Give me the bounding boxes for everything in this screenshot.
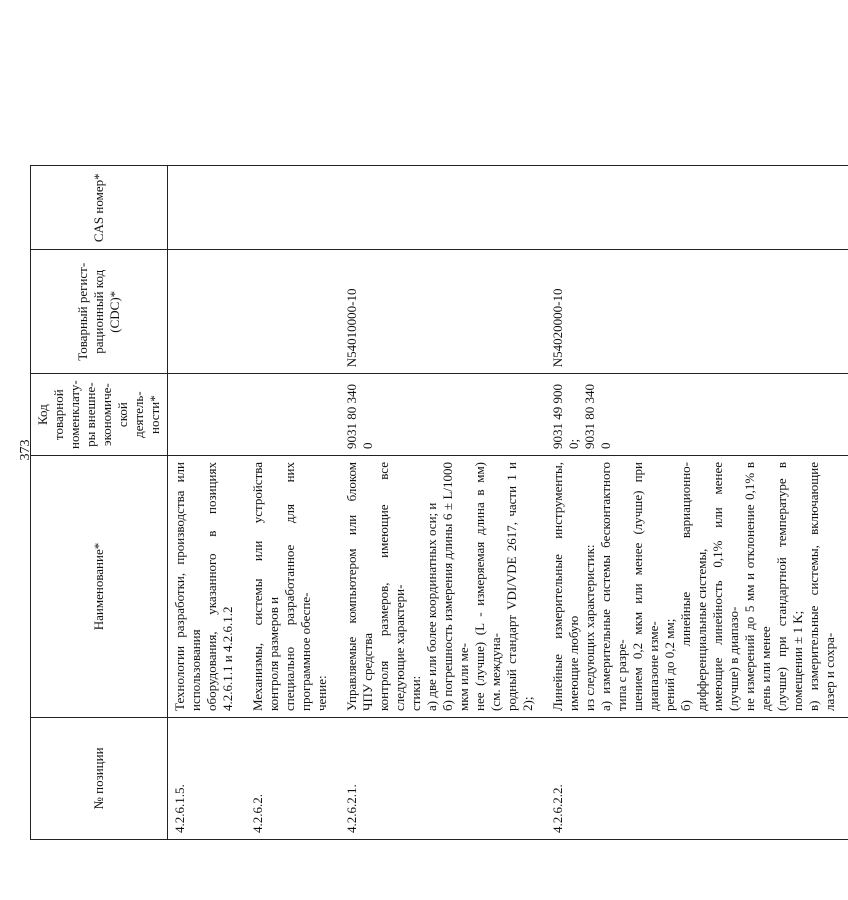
foreign-trade-code: 9031 49 900 0; 9031 80 340 0: [546, 374, 848, 456]
item-name-line: из следующих характеристик:: [582, 544, 597, 711]
cdc-code: N54020000-10: [546, 250, 848, 374]
cas-number: [168, 166, 247, 250]
header-cdc: Товарный регист-рационный код (CDC)*: [31, 250, 168, 374]
cas-number: [246, 166, 340, 250]
position-number: 4.2.6.2.: [246, 718, 340, 840]
positions-table: [30, 165, 848, 840]
cas-number: [546, 166, 848, 250]
item-name-line: а) измерительные системы бесконтактного типа с разре-: [598, 462, 629, 711]
item-name-line: б) погрешность измерения длины 6 ± L/1000 мкм или ме-: [440, 462, 471, 711]
item-name-line: б) линейные вариационно-дифференциальные системы,: [678, 462, 709, 711]
item-name-line: Управляемые компьютером или блоком ЧПУ средства: [344, 462, 375, 711]
foreign-trade-code: [168, 374, 247, 456]
item-name: [246, 456, 340, 718]
table-row: [168, 166, 247, 840]
cdc-code: [246, 250, 340, 374]
item-name-line: а) две или более координатных оси; и: [424, 502, 439, 711]
item-name-line: специально разработанное для них программное обеспе-: [282, 462, 313, 711]
item-name: [168, 456, 247, 718]
foreign-trade-code: [246, 374, 340, 456]
page-number: 373: [18, 439, 33, 461]
table-row: [340, 166, 546, 840]
cdc-code: N54010000-10: [340, 250, 546, 374]
item-name-line: (лучше) при стандартной температуре в помещении ± 1 K;: [774, 462, 805, 711]
table-row: [546, 166, 848, 840]
position-number: 4.2.6.1.5.: [168, 718, 247, 840]
item-name-line: рений до 0,2 мм;: [662, 618, 677, 711]
header-cas: CAS номер*: [31, 166, 168, 250]
table-header-row: [31, 166, 168, 840]
item-name-line: в) измерительные системы, включающие лазер и сохра-: [806, 462, 837, 711]
item-name-line: не измерений до 5 мм и отклонение 0,1% в день или менее: [742, 462, 773, 711]
header-position: № позиции: [31, 718, 168, 840]
item-name-line: Линейные измерительные инструменты, имеющие любую: [550, 462, 581, 711]
table-row: [246, 166, 340, 840]
position-number: 4.2.6.2.2.: [546, 718, 848, 840]
cas-number: [340, 166, 546, 250]
item-name: [546, 456, 848, 718]
header-name: Наименование*: [31, 456, 168, 718]
item-name-line: шением 0,2 мкм или менее (лучше) при диапазоне изме-: [630, 462, 661, 711]
foreign-trade-code: 9031 80 340 0: [340, 374, 546, 456]
item-name-line: Механизмы, системы или устройства контроля размеров и: [250, 462, 281, 711]
item-name-line: Технологии разработки, производства или использования: [172, 462, 203, 711]
position-number: 4.2.6.2.1.: [340, 718, 546, 840]
table-body: [168, 166, 848, 840]
cdc-code: [168, 250, 247, 374]
item-name-line: контроля размеров, имеющие все следующие характери-: [376, 462, 407, 711]
item-name: [340, 456, 546, 718]
item-name-line: родный стандарт VDI/VDE 2617, части 1 и 2);: [504, 462, 535, 711]
item-name-line: имеющие линейность 0,1% или менее (лучше) в диапазо-: [710, 462, 741, 711]
item-name-line: оборудования, указанного в позициях 4.2.6.1.1 и 4.2.6.1.2: [204, 462, 235, 711]
item-name-line: чение:: [314, 675, 329, 711]
header-code: Код товарной номенклату-ры внешне-экономиче-ской деятель-ности*: [31, 374, 168, 456]
item-name-line: нее (лучше) (L - измеряемая длина в мм) (см. междуна-: [472, 462, 503, 711]
item-name-line: стики:: [408, 675, 423, 711]
